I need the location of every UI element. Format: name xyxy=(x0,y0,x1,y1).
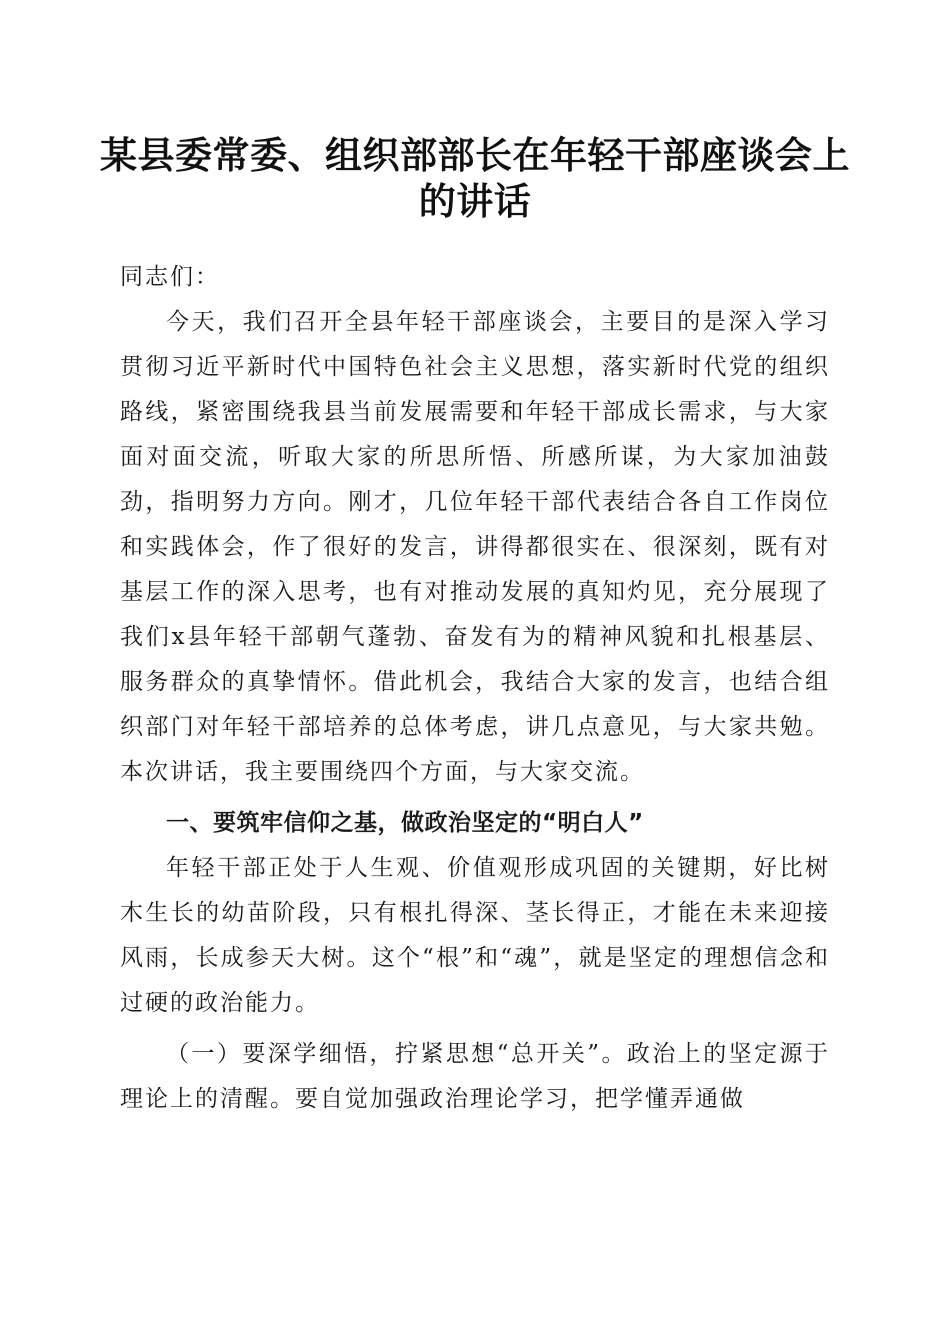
section-1-heading: 一、要筑牢信仰之基，做政治坚定的“明白人” xyxy=(166,810,644,836)
subsection-1-heading: （一）要深学细悟，拧紧思想“总开关”。 xyxy=(166,1041,627,1067)
salutation: 同志们： xyxy=(120,264,220,290)
title-line-2: 的讲话 xyxy=(418,179,532,223)
intro-paragraph: 今天，我们召开全县年轻干部座谈会，主要目的是深入学习贯彻习近平新时代中国特色社会主义思想，落实新时代党的组织路线，紧密围绕我县当前发展需要和年轻干部成长需求，与大家面对面交流，听取大家的所思所悟、所感所谋，为大家加油鼓劲，指明努力方向。刚才，几位年轻干部代表结合各自工作岗位和实践体会，作了很好的发言，讲得都很实在、很深刻，既有对基层工作的深入思考，也有对推动发展的真知灼见，充分展现了我们x县年轻干部朝气蓬勃、奋发有为的精神风貌和扎根基层、服务群众的真挚情怀。借此机会，我结合大家的发言，也结合组织部门对年轻干部培养的总体考虑，讲几点意见，与大家共勉。本次讲话，我主要围绕四个方面，与大家交流。 xyxy=(120,309,830,785)
document-body xyxy=(120,255,830,1122)
subsection-1-text: 政治上的坚定源于理论上的清醒。要自觉加强政治理论学习，把学懂弄通做 xyxy=(120,1041,830,1112)
title-line-1: 某县委常委、组织部部长在年轻干部座谈会上 xyxy=(100,133,850,177)
subsection-1-paragraph xyxy=(120,1032,830,1122)
document-title xyxy=(100,132,850,224)
section-1-paragraph: 年轻干部正处于人生观、价值观形成巩固的关键期，好比树木生长的幼苗阶段，只有根扎得深、茎长得正，才能在未来迎接风雨，长成参天大树。这个“根”和“魂”，就是坚定的理想信念和过硬的政治能力。 xyxy=(120,855,830,1016)
